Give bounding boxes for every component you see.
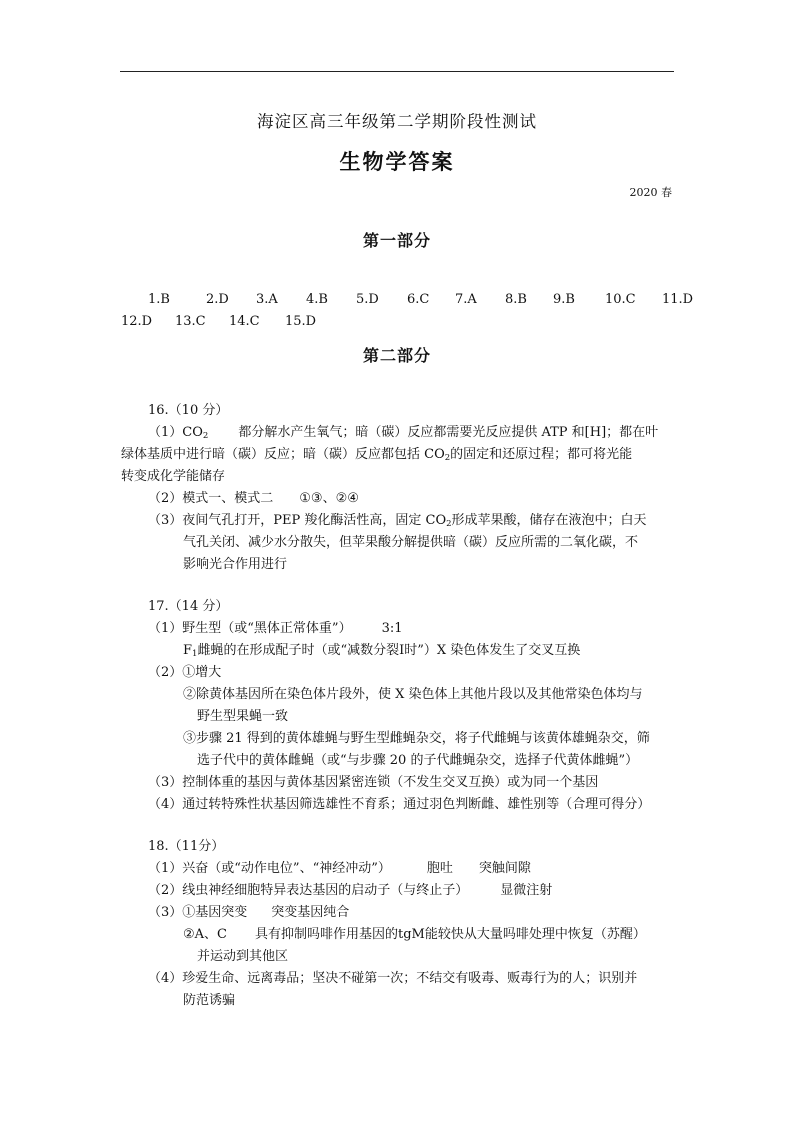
q18-heading: 18.（11分） (148, 839, 225, 854)
q17-line-4: ②除黄体基因所在染色体片段外，使 X 染色体上其他片段以及其他常染色体均与 (183, 687, 643, 702)
q17-text: 雌蝇的在形成配子时（或“减数分裂Ⅰ时”）X 染色体发生了交叉互换 (197, 643, 581, 658)
q16-text: ①③、②④ (299, 491, 359, 506)
q18-text: 突变基因纯合 (271, 905, 350, 920)
q16-line-3: 转变成化学能储存 (121, 469, 226, 484)
answer-item: 3.A (256, 292, 278, 307)
answers-row-1 (148, 292, 693, 307)
answer-item: 10.C (605, 292, 636, 307)
q17-heading: 17.（14 分） (148, 599, 229, 614)
q16-line-2 (121, 443, 632, 462)
answer-item: 6.C (407, 292, 430, 307)
subscript: 1 (192, 649, 198, 659)
q16-text: （2）模式一、模式二 (148, 491, 274, 506)
q18-text: 显微注射 (500, 883, 553, 898)
answer-item: 11.D (662, 292, 694, 307)
q17-line-5: 野生型果蝇一致 (197, 709, 289, 724)
answer-item: 4.B (306, 292, 328, 307)
q18-text: （3）①基因突变 (148, 905, 248, 920)
q17-text: F (183, 643, 193, 658)
q18-text: 突触间隙 (478, 861, 531, 876)
document-title: 海淀区高三年级第二学期阶段性测试 (257, 112, 537, 131)
q18-text: 胞吐 (426, 861, 453, 876)
q16-text: 绿体基质中进行暗（碳）反应；暗（碳）反应都包括 CO (121, 447, 445, 462)
part1-heading: 第一部分 (362, 231, 431, 250)
q17-line-8: （3）控制体重的基因与黄体基因紧密连锁（不发生交叉互换）或为同一个基因 (148, 775, 599, 790)
q18-text: （1）兴奋（或“动作电位”、“神经冲动”） (148, 861, 391, 876)
q18-line-5: 并运动到其他区 (197, 949, 289, 964)
answer-item: 1.B (148, 292, 170, 307)
q18-text: （2）线虫神经细胞特异表达基因的启动子（与终止子） (148, 883, 469, 898)
q16-heading: 16.（10 分） (148, 403, 229, 418)
q17-line-7: 选子代中的黄体雌蝇（或“与步骤 20 的子代雌蝇杂交，选择子代黄体雌蝇”） (197, 753, 639, 768)
year-label: 2020 春 (629, 186, 672, 199)
q16-text: 的固定和还原过程；都可将光能 (450, 447, 633, 462)
part2-heading: 第二部分 (362, 346, 431, 365)
q16-line-6: 气孔关闭、减少水分散失，但苹果酸分解提供暗（碳）反应所需的二氧化碳，不 (183, 535, 639, 550)
q17-text: 3:1 (381, 621, 403, 636)
answer-item: 8.B (505, 292, 527, 307)
top-rule (120, 71, 674, 72)
answer-item: 9.B (553, 292, 575, 307)
q16-line-1 (148, 421, 658, 440)
answer-item: 13.C (175, 314, 206, 329)
q16-line-5 (148, 509, 647, 528)
subscript: 2 (446, 519, 452, 529)
q16-text: （3）夜间气孔打开，PEP 羧化酶活性高，固定 CO (148, 513, 447, 528)
answer-item: 2.D (206, 292, 229, 307)
q18-line-2 (148, 879, 552, 898)
q18-line-4 (183, 923, 646, 942)
answer-item: 15.D (285, 314, 317, 329)
q18-line-3 (148, 901, 349, 920)
q17-line-3: （2）①增大 (148, 665, 222, 680)
subscript: 2 (202, 431, 209, 441)
answers-row-2 (121, 314, 316, 329)
document-subtitle: 生物学答案 (339, 149, 455, 174)
answer-item: 14.C (229, 314, 260, 329)
answer-item: 12.D (121, 314, 153, 329)
q18-text: ②A、C (183, 927, 227, 942)
q16-text: 都分解水产生氧气；暗（碳）反应都需要光反应提供 ATP 和[H]；都在叶 (238, 425, 659, 440)
q16-text: 形成苹果酸，储存在液泡中；白天 (451, 513, 647, 528)
q17-line-2 (183, 639, 580, 658)
q18-line-6: （4）珍爱生命、远离毒品；坚决不碰第一次；不结交有吸毒、贩毒行为的人；识别并 (148, 971, 638, 986)
q17-line-1 (148, 617, 403, 636)
answer-item: 5.D (356, 292, 379, 307)
answer-item: 7.A (455, 292, 477, 307)
q17-line-9: （4）通过转特殊性状基因筛选雄性不育系；通过羽色判断雌、雄性别等（合理可得分） (148, 797, 651, 812)
q18-text: 具有抑制吗啡作用基因的tgM能较快从大量吗啡处理中恢复（苏醒） (255, 927, 646, 942)
q16-line-4 (148, 487, 359, 506)
q18-line-7: 防范诱骗 (183, 993, 236, 1008)
q17-text: （1）野生型（或“黑体正常体重”） (148, 621, 352, 636)
subscript: 2 (444, 453, 451, 463)
q16-text: （1）CO (148, 425, 203, 440)
q16-line-7: 影响光合作用进行 (183, 557, 288, 572)
q17-line-6: ③步骤 21 得到的黄体雄蝇与野生型雌蝇杂交，将子代雌蝇与该黄体雄蝇杂交，筛 (183, 731, 650, 746)
q18-line-1 (148, 857, 531, 876)
